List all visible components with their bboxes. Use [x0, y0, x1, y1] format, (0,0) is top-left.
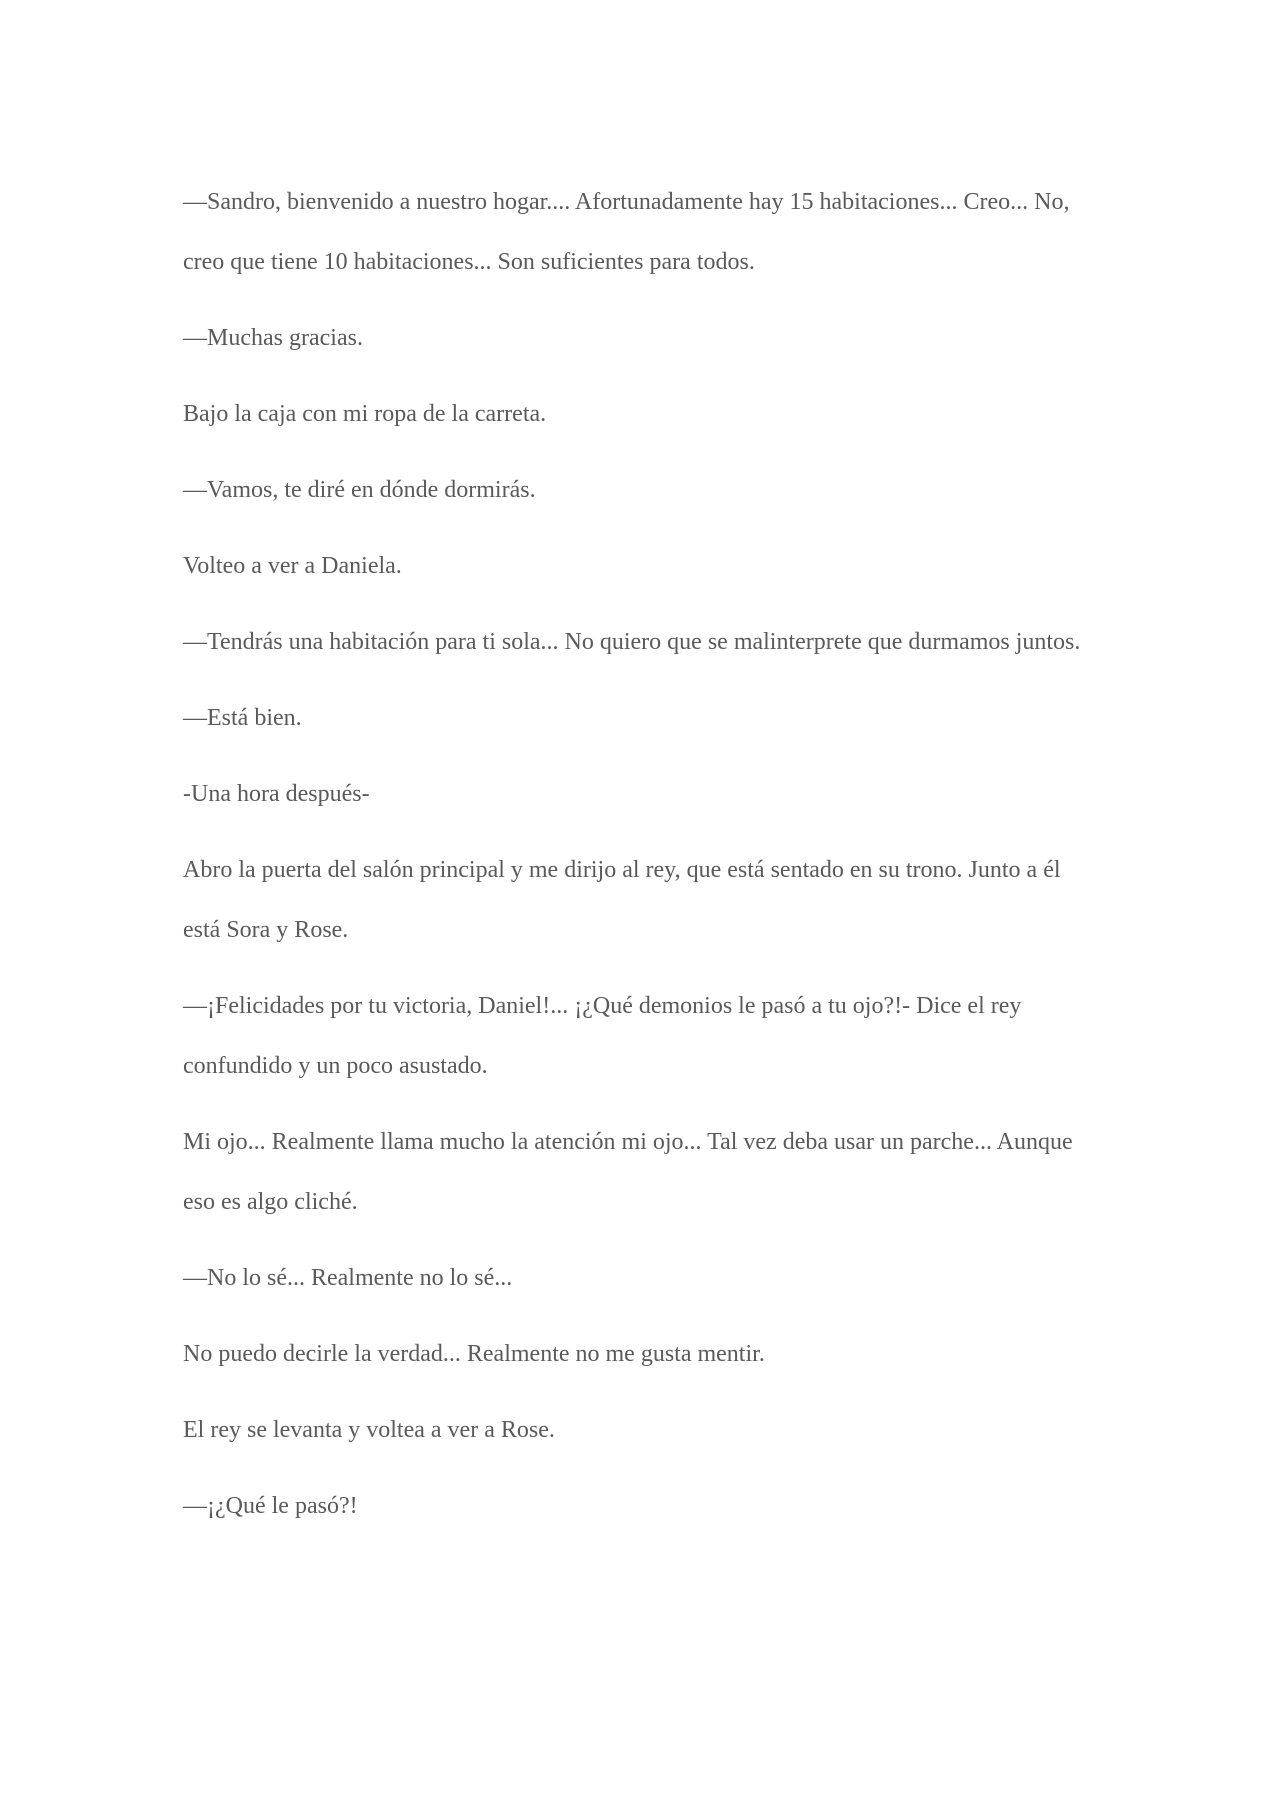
- paragraph: —No lo sé... Realmente no lo sé...: [183, 1265, 513, 1291]
- paragraph: —Tendrás una habitación para ti sola... No quiero que se malinterprete que durmamos juntos.: [183, 629, 1081, 655]
- paragraph: —¡¿Qué le pasó?!: [183, 1493, 358, 1519]
- paragraph: —¡Felicidades por tu victoria, Daniel!... ¡¿Qué demonios le pasó a tu ojo?!- Dice el rey confundido y un poco asustado.: [183, 993, 1022, 1079]
- paragraph: —Vamos, te diré en dónde dormirás.: [183, 477, 536, 503]
- paragraph: El rey se levanta y voltea a ver a Rose.: [183, 1417, 555, 1443]
- paragraph: No puedo decirle la verdad... Realmente no me gusta mentir.: [183, 1341, 765, 1367]
- paragraph: Abro la puerta del salón principal y me dirijo al rey, que está sentado en su trono. Junto a él está Sora y Rose.: [183, 857, 1061, 943]
- document-body: [183, 172, 1103, 1552]
- paragraph: -Una hora después-: [183, 781, 370, 807]
- paragraph: Bajo la caja con mi ropa de la carreta.: [183, 401, 547, 427]
- paragraph: Volteo a ver a Daniela.: [183, 553, 402, 579]
- paragraph: Mi ojo... Realmente llama mucho la atención mi ojo... Tal vez deba usar un parche... Aunque eso es algo cliché.: [183, 1129, 1073, 1215]
- paragraph: —Sandro, bienvenido a nuestro hogar.... Afortunadamente hay 15 habitaciones... Creo... No, creo que tiene 10 habitaciones... Son suficientes para todos.: [183, 189, 1070, 275]
- paragraph: —Está bien.: [183, 705, 302, 731]
- paragraph: —Muchas gracias.: [183, 325, 363, 351]
